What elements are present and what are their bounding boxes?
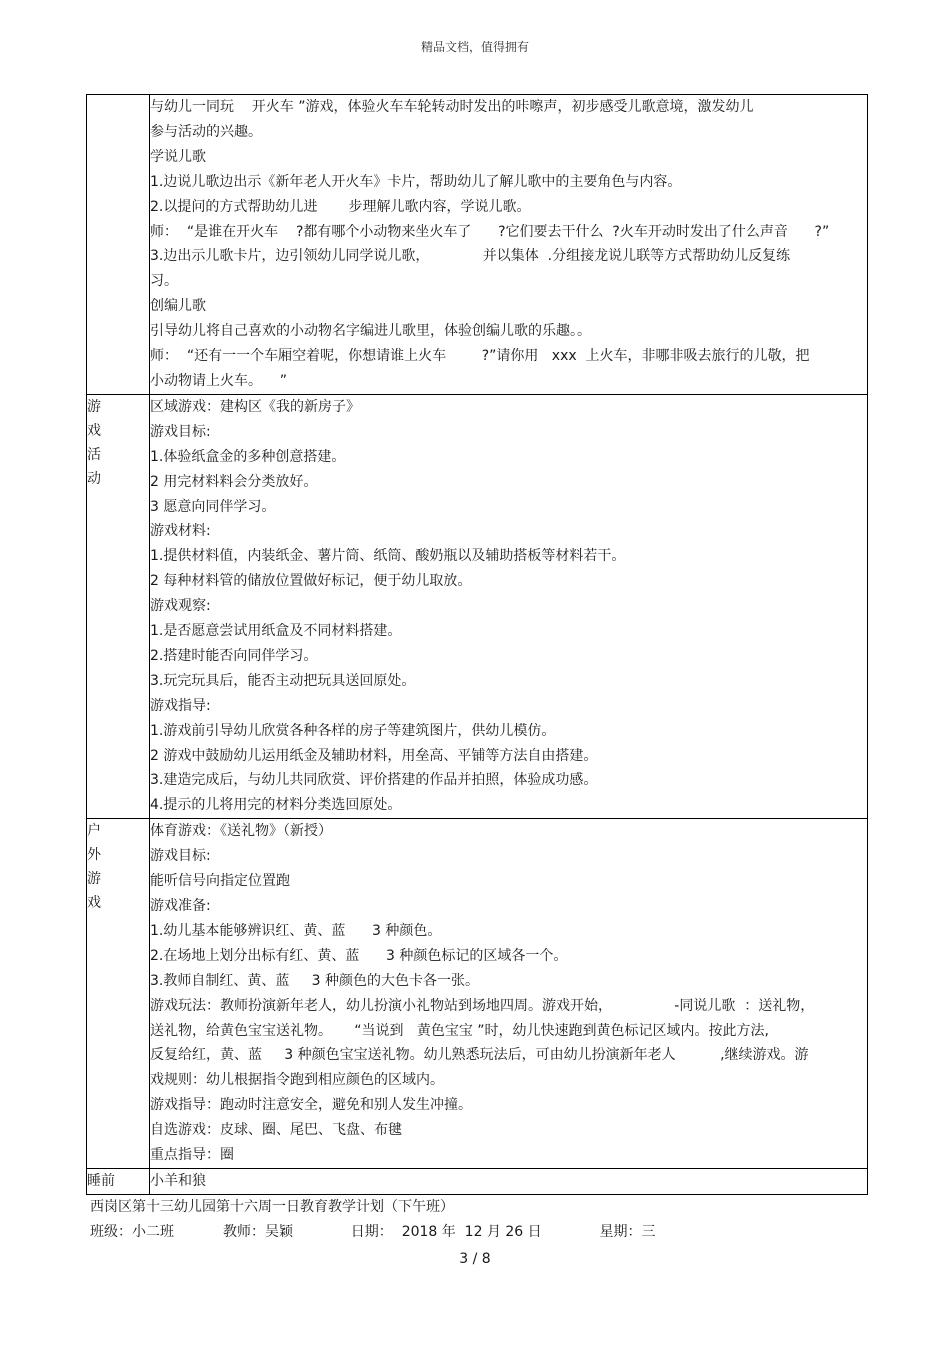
- content-line: 游戏指导:: [150, 697, 211, 714]
- content-line: 1.幼儿基本能够辨识红、黄、蓝 3 种颜色。: [150, 922, 442, 939]
- content-line: 1.是否愿意尝试用纸盒及不同材料搭建。: [150, 623, 402, 640]
- content-line: 体育游戏：《送礼物》（新授）: [150, 823, 332, 840]
- class-info: 班级：小二班 教师：吴颖 日期： 2018 年 12 月 26 日 星期：三: [90, 1224, 656, 1240]
- content-line: 1.游戏前引导幼儿欣赏各种各样的房子等建筑图片，供幼儿模仿。: [150, 722, 556, 739]
- row-label-char: 户: [87, 823, 101, 840]
- content-line: 2 游戏中鼓励幼儿运用纸金及辅助材料，用垒高、平铺等方法自由搭建。: [150, 747, 598, 764]
- before-sleep-row: [87, 1168, 868, 1194]
- teaching-plan-table: [86, 94, 868, 1195]
- content-line: 1.边说儿歌边出示《新年老人开火车》卡片，帮助幼儿了解儿歌中的主要角色与内容。: [150, 173, 682, 190]
- content-line: 3.建造完成后，与幼儿共同欣赏、评价搭建的作品并拍照，体验成功感。: [150, 772, 598, 789]
- row-content-cell: [150, 95, 868, 395]
- content-line: 送礼物，给黄色宝宝送礼物。 “当说到 黄色宝宝 ”时，幼儿快速跑到黄色标记区域内。按此方法,: [150, 1022, 770, 1039]
- content-line: 引导幼儿将自己喜欢的小动物名字编进儿歌里，体验创编儿歌的乐趣。。: [150, 323, 591, 340]
- row-content-cell: [150, 819, 868, 1169]
- content-line: 重点指导：圈: [150, 1147, 234, 1164]
- content-line: 创编儿歌: [150, 298, 206, 315]
- content-line: 2 用完材料料会分类放好。: [150, 473, 318, 490]
- content-line: 反复给红，黄、蓝 3 种颜色宝宝送礼物。幼儿熟悉玩法后，可由幼儿扮演新年老人 ,继续游戏。游: [150, 1047, 809, 1064]
- outdoor-game-row: [87, 819, 868, 1169]
- page-number: 3 / 8: [459, 1251, 491, 1267]
- row-label-char: 外: [87, 847, 101, 864]
- content-line: 能听信号向指定位置跑: [150, 873, 290, 890]
- row-label-char: 戏: [87, 895, 101, 912]
- row-label-char: 戏: [87, 422, 101, 439]
- content-line: 3 愿意向同伴学习。: [150, 498, 276, 515]
- game-activity-row: [87, 394, 868, 818]
- row-label-char: 活: [87, 446, 101, 463]
- row-label-cell: [87, 95, 150, 395]
- content-line: 小羊和狼: [150, 1172, 206, 1189]
- activity-continuation-row: [87, 95, 868, 395]
- row-label-cell: [87, 819, 150, 1169]
- row-label-char: 游: [87, 398, 101, 415]
- content-line: 学说儿歌: [150, 148, 206, 165]
- content-line: 2 每种材料管的储放位置做好标记，便于幼儿取放。: [150, 573, 472, 590]
- plan-title: 西岗区第十三幼儿园第十六周一日教育教学计划（下午班）: [90, 1199, 454, 1215]
- content-line: 参与活动的兴趣。: [150, 123, 262, 140]
- content-line: 4.提示的儿将用完的材料分类选回原处。: [150, 797, 402, 814]
- content-line: 自选游戏：皮球、圈、尾巴、飞盘、布毽: [150, 1122, 402, 1139]
- content-line: 游戏玩法：教师扮演新年老人，幼儿扮演小礼物站到场地四周。游戏开始， -同说儿歌 ：送礼物，: [150, 997, 815, 1014]
- row-label-char: 动: [87, 470, 101, 487]
- content-line: 1.提供材料值，内装纸金、薯片筒、纸筒、酸奶瓶以及辅助搭板等材料若干。: [150, 548, 626, 565]
- row-label-char: 睡前: [87, 1172, 115, 1189]
- page-header: 精品文档，值得拥有: [420, 40, 529, 54]
- content-line: 师： “是谁在开火车 ?都有哪个小动物来坐火车了 ?它们要去干什么 ?火车开动时发出了什么声音 ?”: [150, 223, 830, 240]
- content-line: 2.搭建时能否向同伴学习。: [150, 647, 318, 664]
- row-label-cell: [87, 1168, 150, 1194]
- row-label-cell: [87, 394, 150, 818]
- row-label-char: 游: [87, 871, 101, 888]
- content-line: 游戏指导：跑动时注意安全，避免和别人发生冲撞。: [150, 1097, 472, 1114]
- content-line: 游戏目标:: [150, 848, 211, 865]
- content-line: 2.在场地上划分出标有红、黄、蓝 3 种颜色标记的区域各一个。: [150, 947, 568, 964]
- row-content-cell: [150, 394, 868, 818]
- content-line: 1.体验纸盒金的多种创意搭建。: [150, 448, 346, 465]
- content-line: 师： “还有一一个车厢空着呢，你想请谁上火车 ?”请你用 xxx 上火车，非哪非吸去旅行的儿敬，把: [150, 348, 810, 365]
- content-line: 习。: [150, 273, 178, 290]
- content-line: 小动物请上火车。 ”: [150, 372, 288, 389]
- content-line: 2.以提问的方式帮助幼儿进 步理解儿歌内容，学说儿歌。: [150, 198, 531, 215]
- content-line: 游戏准备:: [150, 898, 211, 914]
- content-line: 游戏目标:: [150, 423, 211, 440]
- row-content-cell: [150, 1168, 868, 1194]
- content-line: 区域游戏：建构区《我的新房子》: [150, 398, 360, 415]
- content-line: 3.边出示儿歌卡片，边引领幼儿同学说儿歌， 并以集体 .分组接龙说儿联等方式帮助幼儿反复练: [150, 248, 791, 265]
- content-line: 戏规则：幼儿根据指令跑到相应颜色的区域内。: [150, 1072, 444, 1089]
- content-line: 3.玩完玩具后，能否主动把玩具送回原处。: [150, 672, 416, 689]
- content-line: 游戏材料:: [150, 523, 211, 540]
- content-line: 与幼儿一同玩 开火车 ”游戏，体验火车车轮转动时发出的咔嚓声，初步感受儿歌意境，激发幼儿: [150, 99, 754, 115]
- content-line: 游戏观察:: [150, 598, 211, 615]
- content-line: 3.教师自制红、黄、蓝 3 种颜色的大色卡各一张。: [150, 972, 479, 989]
